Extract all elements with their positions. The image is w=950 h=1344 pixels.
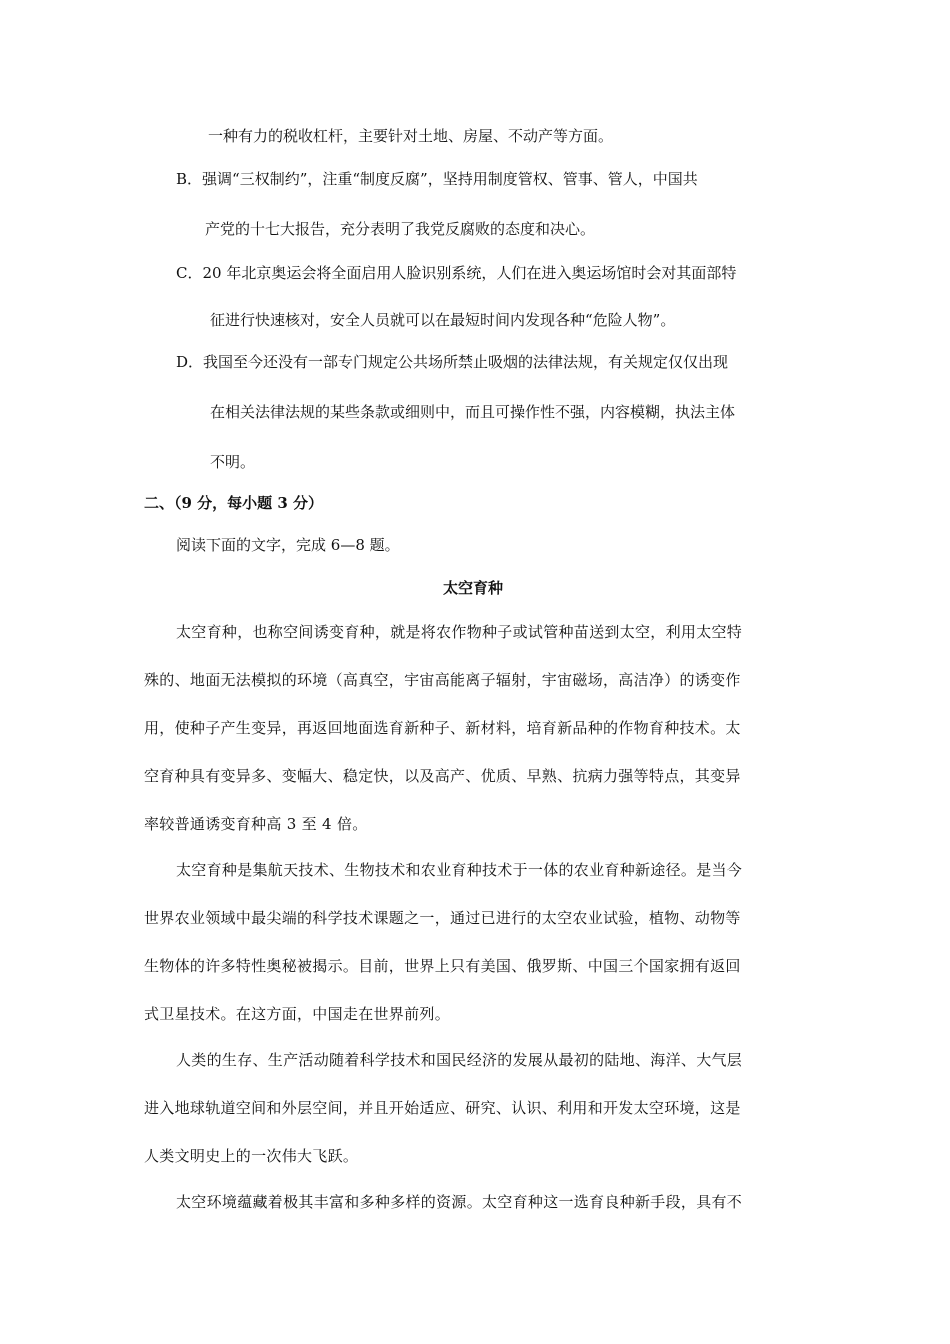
- option-d-line-3: 不明。: [210, 453, 256, 471]
- option-c-line-1: C．20 年北京奥运会将全面启用人脸识别系统，人们在进入奥运场馆时会对其面部特: [176, 264, 737, 282]
- section-instruction: 阅读下面的文字，完成 6—8 题。: [176, 536, 400, 554]
- option-a-continuation: 一种有力的税收杠杆，主要针对土地、房屋、不动产等方面。: [208, 127, 614, 145]
- option-b-line-1: B．强调“三权制约”，注重“制度反腐”，坚持用制度管权、管事、管人，中国共: [176, 170, 698, 188]
- paragraph-2-line-2: 世界农业领域中最尖端的科学技术课题之一，通过已进行的太空农业试验，植物、动物等: [144, 909, 741, 927]
- paragraph-4-line-1: 太空环境蕴藏着极其丰富和多种多样的资源。太空育种这一选育良种新手段，具有不: [176, 1193, 743, 1211]
- paragraph-1-line-4: 空育种具有变异多、变幅大、稳定快，以及高产、优质、早熟、抗病力强等特点，其变异: [144, 767, 741, 785]
- option-c-line-2: 征进行快速核对，安全人员就可以在最短时间内发现各种“危险人物”。: [210, 311, 676, 329]
- option-b-line-2: 产党的十七大报告，充分表明了我党反腐败的态度和决心。: [205, 220, 596, 238]
- option-d-line-1: D．我国至今还没有一部专门规定公共场所禁止吸烟的法律法规，有关规定仅仅出现: [176, 353, 729, 371]
- section-heading: 二、（9 分，每小题 3 分）: [144, 494, 324, 512]
- paragraph-2-line-4: 式卫星技术。在这方面，中国走在世界前列。: [144, 1005, 451, 1023]
- paragraph-1-line-3: 用，使种子产生变异，再返回地面选育新种子、新材料，培育新品种的作物育种技术。太: [144, 719, 741, 737]
- paragraph-1-line-1: 太空育种，也称空间诱变育种，就是将农作物种子或试管种苗送到太空，利用太空特: [176, 623, 743, 641]
- option-d-line-2: 在相关法律法规的某些条款或细则中，而且可操作性不强，内容模糊，执法主体: [210, 403, 736, 421]
- paragraph-3-line-3: 人类文明史上的一次伟大飞跃。: [144, 1147, 359, 1165]
- paragraph-1-line-2: 殊的、地面无法模拟的环境（高真空，宇宙高能离子辐射，宇宙磁场，高洁净）的诱变作: [144, 671, 741, 689]
- paragraph-2-line-3: 生物体的许多特性奥秘被揭示。目前，世界上只有美国、俄罗斯、中国三个国家拥有返回: [144, 957, 741, 975]
- paragraph-1-line-5: 率较普通诱变育种高 3 至 4 倍。: [144, 815, 368, 833]
- article-title: 太空育种: [443, 579, 504, 597]
- paragraph-3-line-2: 进入地球轨道空间和外层空间，并且开始适应、研究、认识、利用和开发太空环境，这是: [144, 1099, 741, 1117]
- paragraph-2-line-1: 太空育种是集航天技术、生物技术和农业育种技术于一体的农业育种新途径。是当今: [176, 861, 743, 879]
- paragraph-3-line-1: 人类的生存、生产活动随着科学技术和国民经济的发展从最初的陆地、海洋、大气层: [176, 1051, 743, 1069]
